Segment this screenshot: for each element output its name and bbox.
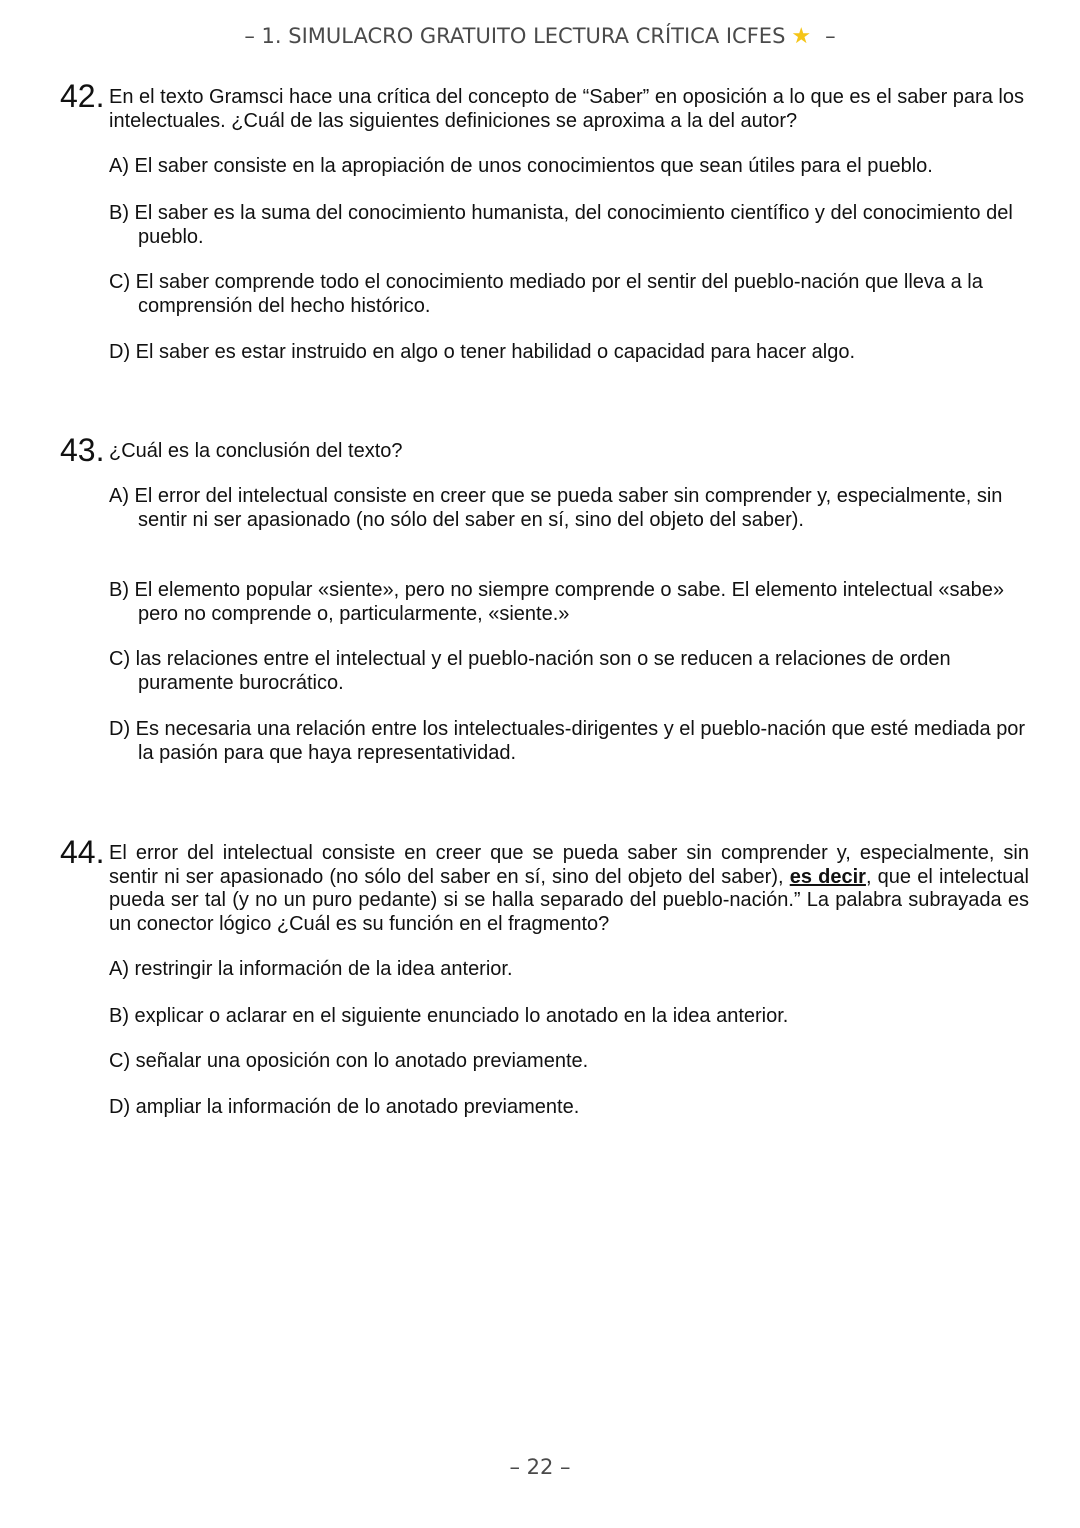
question-stem <box>109 842 1029 936</box>
page-number: – 22 – <box>509 1455 571 1479</box>
question-number: 42. <box>60 78 105 114</box>
star-icon: ★ <box>791 24 812 49</box>
answer-option-c: C) El saber comprende todo el conocimiento mediado por el sentir del pueblo-nación que lleva a la comprensión del hecho histórico. <box>109 271 983 317</box>
answer-option-b: B) explicar o aclarar en el siguiente enunciado lo anotado en la idea anterior. <box>109 1005 789 1027</box>
question-stem: En el texto Gramsci hace una crítica del concepto de “Saber” en oposición a lo que es el saber para los intelectuales. ¿Cuál de las siguientes definiciones se aproxima a la del autor? <box>109 86 1024 132</box>
stem-text: , que el intelectual pueda ser tal (y no un puro pedante) si se halla separado del pueblo-nación.” La palabra subrayada es un conector lógico ¿Cuál es su función en el fragmento? <box>109 865 1029 935</box>
answer-option-a: A) El error del intelectual consiste en creer que se pueda saber sin comprender y, especialmente, sin sentir ni ser apasionado (no sólo del saber en sí, sino del objeto del saber). <box>109 485 1003 531</box>
header-dash: – <box>825 24 836 48</box>
header-title: 1. SIMULACRO GRATUITO LECTURA CRÍTICA ICFES <box>261 24 786 48</box>
header-dash: – <box>244 24 255 48</box>
question-stem: ¿Cuál es la conclusión del texto? <box>109 440 403 462</box>
stem-text: El error del intelectual consiste en creer que se pueda saber sin comprender y, especialmente, sin sentir ni ser apasionado (no sólo del saber en sí, sino del objeto del saber), <box>109 842 1029 888</box>
page-header <box>0 24 1080 49</box>
answer-option-d: D) El saber es estar instruido en algo o tener habilidad o capacidad para hacer algo. <box>109 341 856 363</box>
answer-option-c: C) señalar una oposición con lo anotado previamente. <box>109 1050 589 1072</box>
answer-option-d: D) ampliar la información de lo anotado previamente. <box>109 1096 580 1118</box>
question-number: 43. <box>60 432 105 468</box>
answer-option-b: B) El saber es la suma del conocimiento humanista, del conocimiento científico y del conocimiento del pueblo. <box>109 202 1013 248</box>
answer-option-a: A) El saber consiste en la apropiación de unos conocimientos que sean útiles para el pueblo. <box>109 155 933 177</box>
answer-option-c: C) las relaciones entre el intelectual y el pueblo-nación son o se reducen a relaciones de orden puramente burocrático. <box>109 648 951 694</box>
question-number: 44. <box>60 834 105 870</box>
underlined-connector: es decir <box>789 865 866 888</box>
answer-option-b: B) El elemento popular «siente», pero no siempre comprende o sabe. El elemento intelectual «sabe» pero no comprende o, particularmente, «siente.» <box>109 579 1004 625</box>
answer-option-a: A) restringir la información de la idea anterior. <box>109 958 513 980</box>
answer-option-d: D) Es necesaria una relación entre los intelectuales-dirigentes y el pueblo-nación que esté mediada por la pasión para que haya representatividad. <box>109 718 1026 764</box>
